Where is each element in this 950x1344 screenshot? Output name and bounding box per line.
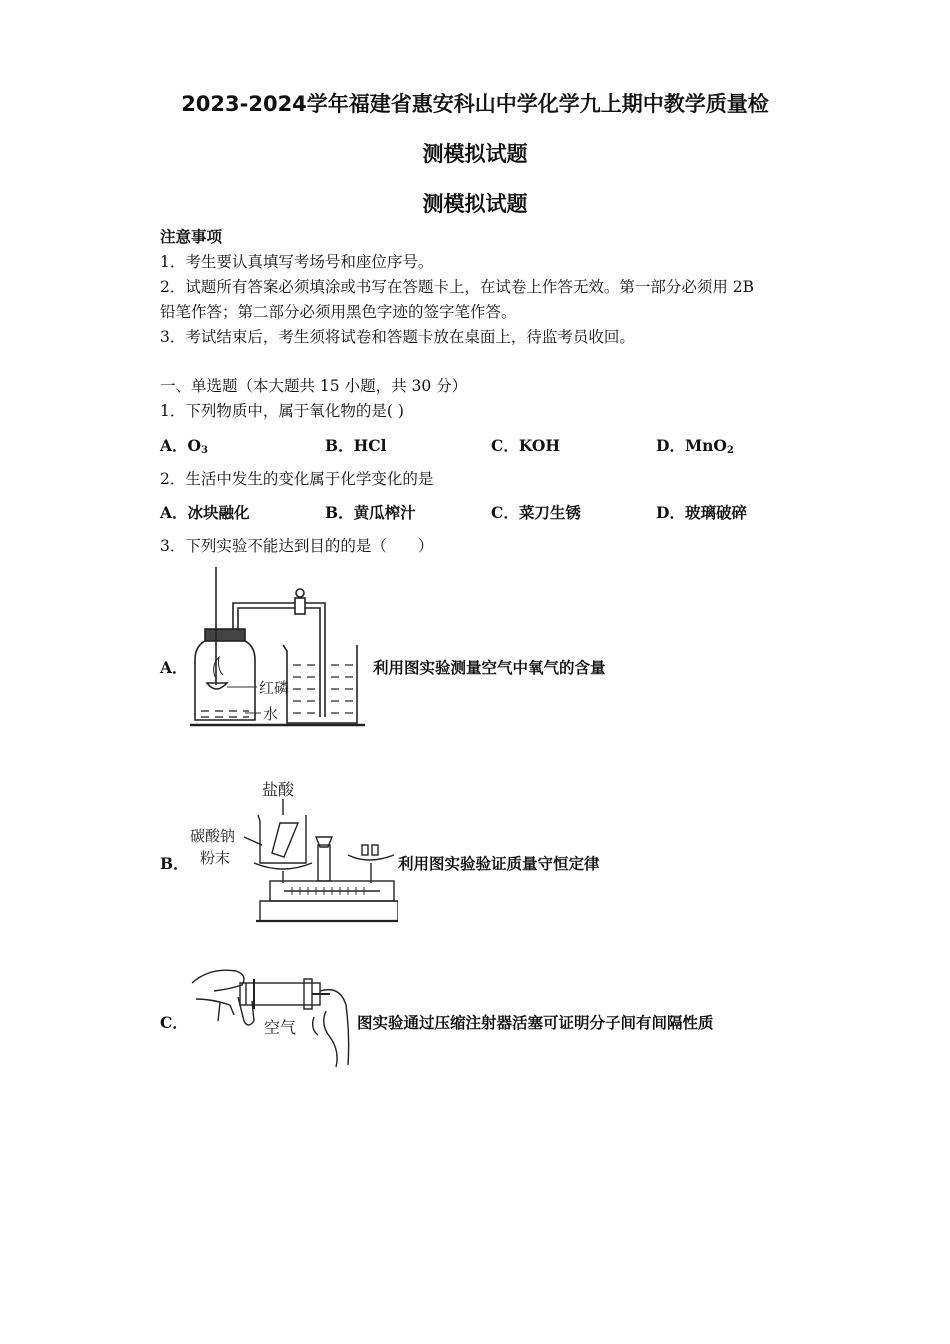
q3-option-a-text: 利用图实验测量空气中氧气的含量 xyxy=(373,658,606,677)
q3-c-figure xyxy=(190,955,355,1070)
q3-option-b-label: B． xyxy=(160,854,189,873)
q3-option-b-text: 利用图实验验证质量守恒定律 xyxy=(398,854,600,873)
q3-option-c-text: 图实验通过压缩注射器活塞可证明分子间有间隔性质 xyxy=(357,1013,714,1032)
q3-stem: 3．下列实验不能达到目的的是（ ） xyxy=(160,537,434,555)
doc-title-line2: 测模拟试题 xyxy=(422,142,528,166)
q3-a-label-red-phosphorus: 红磷 xyxy=(259,679,290,697)
q3-a-figure xyxy=(185,565,375,735)
notice-item-2: 2．试题所有答案必须填涂或书写在答题卡上，在试卷上作答无效。第一部分必须用 2B xyxy=(160,278,755,296)
q1-option-d: D．MnO$_2$ xyxy=(656,436,734,456)
q1-option-b: B．HCl xyxy=(325,436,387,455)
q2-option-c: C．菜刀生锈 xyxy=(491,503,581,522)
doc-title-line1: 2023-2024学年福建省惠安科山中学化学九上期中教学质量检 xyxy=(181,92,769,116)
q2-stem: 2．生活中发生的变化属于化学变化的是 xyxy=(160,470,434,488)
q2-option-b: B．黄瓜榨汁 xyxy=(325,503,416,522)
q3-b-label-acid: 盐酸 xyxy=(262,780,295,799)
q3-a-label-water: 水 xyxy=(263,705,279,723)
q2-option-a: A．冰块融化 xyxy=(160,503,250,522)
q3-option-a-label: A． xyxy=(160,658,188,677)
q3-b-label-na2co3-2: 粉末 xyxy=(200,849,231,867)
notice-item-3: 3．考试结束后，考生须将试卷和答题卡放在桌面上，待监考员收回。 xyxy=(160,328,635,346)
doc-title-line3: 测模拟试题 xyxy=(422,192,528,216)
notice-item-1: 1．考生要认真填写考场号和座位序号。 xyxy=(160,253,434,271)
q3-b-label-na2co3-1: 碳酸钠 xyxy=(190,827,236,845)
q1-option-a: A．$O_3$ xyxy=(160,436,209,456)
q3-option-c-label: C． xyxy=(160,1013,188,1032)
q1-option-c: C．KOH xyxy=(491,436,561,455)
notice-item-2-cont: 铅笔作答；第二部分必须用黑色字迹的签字笔作答。 xyxy=(160,303,517,321)
q3-b-figure xyxy=(188,775,398,930)
notice-heading: 注意事项 xyxy=(160,227,223,246)
section-heading: 一、单选题（本大题共 15 小题，共 30 分） xyxy=(160,377,468,395)
q3-c-label-air: 空气 xyxy=(264,1018,297,1037)
q2-option-d: D．玻璃破碎 xyxy=(656,503,747,522)
q1-stem: 1．下列物质中，属于氧化物的是( ) xyxy=(160,402,404,420)
